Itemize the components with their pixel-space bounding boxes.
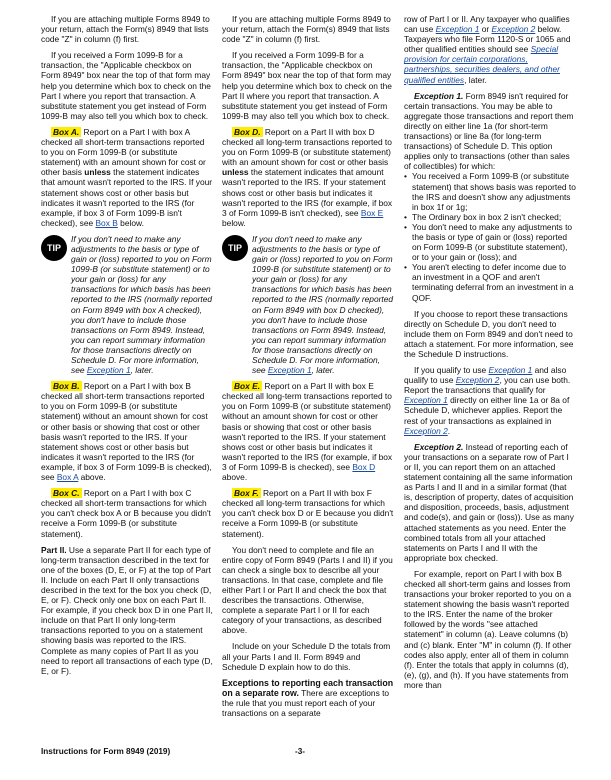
- exception-2-link[interactable]: Exception 2: [404, 425, 448, 436]
- tip-block: [41, 234, 213, 375]
- paragraph-part-ii: [41, 545, 213, 676]
- continued-text-1: row of Part I or II. Any taxpayer who qualifies can use: [404, 14, 570, 35]
- box-d-label: Box D.: [234, 126, 261, 137]
- paragraph-applicable-checkbox: If you received a Form 1099-B for a transaction, the "Applicable checkbox on Form 8949" box near the top of that form may help you determine which box to check on the Part II where you report that transaction. A substitute statement you get instead of Form 1099-B may also tell you which box to check.: [222, 50, 392, 121]
- exception-1-link[interactable]: Exception 1: [267, 365, 312, 376]
- bullet-item: • You don't need to make any adjustments to the basis or type of gain or (loss) reported on Form 1099-B (or substitute statement), or to your gain or (loss); and: [404, 221, 573, 263]
- exception-1-label: Exception 1.: [414, 90, 464, 101]
- box-b-label: Box B.: [53, 381, 80, 392]
- box-e-text-2: above.: [222, 472, 248, 483]
- tip-text: [71, 234, 213, 375]
- column-right: [404, 14, 576, 696]
- exception-1-link[interactable]: Exception 1: [435, 24, 480, 35]
- box-c-text: Report on a Part I with box C checked all short-term transactions for which you can't check box A or B because you didn't receive a Form 1099-B (or substitute statement).: [41, 488, 211, 539]
- exception-1-bullets: [404, 171, 576, 302]
- qualify-text-1: If you qualify to use: [414, 365, 489, 376]
- paragraph-multiple-forms: If you are attaching multiple Forms 8949 to your return, attach the Form(s) 8949 that lists code "Z" in column (f) first.: [41, 14, 210, 45]
- paragraph-box-e: [222, 381, 394, 482]
- exceptions-heading: Exceptions to reporting each transaction on a separate row.: [222, 677, 394, 698]
- bullet-item: • The Ordinary box in box 2 isn't checked;: [404, 211, 562, 222]
- exception-2-text: Instead of reporting each of your transactions on a separate row of Part I or II, you can report them on an attached statement containing all the same information as Parts I and II and in a similar format (that is, description of property, dates of acquisition and disposition, proceeds, basis, adjustment and code(s), and gain or (loss)). Use as many attached statements as you need. Enter the combined totals from all your attached statements on Parts I and II with the appropriate box checked.: [404, 441, 574, 563]
- paragraph-box-d: [222, 127, 394, 228]
- paragraph-exceptions: [222, 678, 394, 719]
- box-d-text-2: the statement indicates that amount wasn't reported to the IRS. If your statement shows cost or other basis but indicates it wasn't reported to the IRS (for example, if box 3 of Form 1099-B isn't checked), see: [222, 167, 393, 218]
- exception-1-link[interactable]: Exception 1: [488, 365, 533, 376]
- box-a-unless: unless: [84, 167, 111, 178]
- exception-1-text: Form 8949 isn't required for certain transactions. You may be able to aggregate those transactions and report them directly on either line 1a (for short-term transactions) or line 8a (for long-term transactions) of Schedule D. This option applies only to transactions (other than sales of collectibles) for which:: [404, 90, 574, 172]
- paragraph-applicable-checkbox: If you received a Form 1099-B for a transaction, the "Applicable checkbox on Form 8949" box near the top of that form may help you determine which box to check on the Part I where you report that transaction. A substitute statement you get instead of Form 1099-B may also tell you which box to check.: [41, 50, 211, 121]
- tip-text-2: , later.: [130, 365, 154, 376]
- box-d-text: Report on a Part II with box D checked all long-term transactions reported to you on Form 1099-B (or substitute statement) with an amount shown for cost or other basis: [222, 126, 392, 168]
- footer-title: Instructions for Form 8949 (2019): [41, 747, 171, 756]
- paragraph-qualify: [404, 365, 576, 436]
- tip-text-2: , later.: [311, 365, 335, 376]
- tip-icon: TIP: [222, 235, 248, 261]
- exception-1-link[interactable]: Exception 1: [86, 365, 131, 376]
- paragraph-exception-2: [404, 442, 576, 563]
- paragraph-box-a: [41, 127, 213, 228]
- box-b-text: Report on a Part I with box B checked all short-term transactions reported to you on Form 1099-B (or substitute statement) without an amount shown for cost or other basis or showing that cost or other basis wasn't reported to the IRS. If your statement shows cost or other basis but indicates it wasn't reported to the IRS (for example, if box 3 of Form 1099-B is checked), see: [41, 381, 212, 483]
- qualify-text-5: .: [447, 425, 451, 436]
- exception-2-link[interactable]: Exception 2: [455, 375, 500, 386]
- box-d-unless: unless: [222, 167, 249, 178]
- bullet-item: • You received a Form 1099-B (or substitute statement) that shows basis was reported to the IRS and doesn't show any adjustments in box 1f or 1g;: [404, 171, 576, 212]
- column-left: [41, 14, 213, 682]
- exceptions-text: There are exceptions to the rule that you must report each of your transactions on a separate: [222, 687, 390, 719]
- box-d-link[interactable]: Box D: [352, 461, 376, 472]
- qualify-text-2: and also qualify to use: [404, 365, 567, 386]
- bullet-text: You received a Form 1099-B (or substitute statement) that shows basis was reported to the IRS and doesn't show any adjustments in box 1f or 1g;: [412, 171, 576, 212]
- tip-text-1: If you don't need to make any adjustments to the basis or type of gain or (loss) reported to you on Form 1099-B (or substitute statement) or to your gain or (loss) for any transactions for which basis has been reported to the IRS (normally reported on Form 8949 with box D checked), you don't have to include those transactions on Form 8949. Instead, you can report summary information for those transactions directly on Schedule D. For more information, see: [252, 233, 394, 376]
- box-a-link[interactable]: Box A: [56, 472, 79, 483]
- box-a-label: Box A.: [53, 126, 80, 137]
- continued-text-4: , later.: [464, 74, 487, 85]
- part-ii-text: Use a separate Part II for each type of long-term transaction described in the text for one of the boxes (D, E, or F) at the top of Part II. Include on each Part II only transactions described in the text for the box you check (D, E, or F). Check only one box on each Part II. For example, if you check box D in one Part II, include on that Part II only long-term transactions reported to you on a statement showing basis was reported to the IRS. Complete as many copies of Part II as you need to report all transactions of each type (D, E, or F).: [41, 544, 213, 676]
- box-f-text: Report on a Part II with box F checked all long-term transactions for which you can't check box D or E because you didn't receive a Form 1099-B (or substitute statement).: [222, 488, 394, 539]
- box-a-text-2: the statement indicates that amount wasn't reported to the IRS. If your statement shows cost or other basis but indicates it wasn't reported to the IRS (for example, if box 3 of Form 1099-B isn't checked), see: [41, 167, 213, 228]
- page-number: -3-: [295, 747, 306, 756]
- paragraph-box-f: [222, 488, 394, 538]
- box-b-link[interactable]: Box B: [95, 217, 118, 228]
- exception-1-link[interactable]: Exception 1: [404, 395, 448, 406]
- column-middle: [222, 14, 394, 724]
- special-provision-link[interactable]: Special provision for certain corporations, partnerships, securities dealers, and other qualified entities: [404, 44, 560, 85]
- paragraph-box-b: [41, 381, 213, 482]
- exception-2-label: Exception 2.: [414, 441, 464, 452]
- box-a-text: Report on a Part I with box A checked all short-term transactions reported to you on Form 1099-B (or substitute statement) with an amount shown for cost or other basis: [41, 126, 206, 178]
- box-c-label: Box C.: [53, 488, 80, 499]
- tip-text-1: If you don't need to make any adjustments to the basis or type of gain or (loss) reported to you on Form 1099-B (or substitute statement) or to your gain or (loss) for any transactions for which basis has been reported to the IRS (normally reported on Form 8949 with box A checked), you don't have to include those transactions on Form 8949. Instead, you can report summary information for those transactions directly on Schedule D. For more information, see: [71, 233, 213, 376]
- paragraph-multiple-forms: If you are attaching multiple Forms 8949 to your return, attach the Form(s) 8949 that lists code "Z" in column (f) first.: [222, 14, 391, 45]
- box-b-text-2: above.: [78, 472, 106, 483]
- paragraph-continued: [404, 14, 576, 85]
- paragraph-include: Include on your Schedule D the totals from all your Parts I and II. Form 8949 and Schedule D explain how to do this.: [222, 641, 391, 672]
- bullet-text: You don't need to make any adjustments to the basis or type of gain or (loss) reported on Form 1099-B (or substitute statement), or to your gain or (loss); and: [412, 221, 573, 263]
- continued-text-2: or: [479, 24, 492, 35]
- paragraph-choose: If you choose to report these transactions directly on Schedule D, you don't need to include them on Form 8949 and don't need to attach a statement. For more information, see the Schedule D instructions.: [404, 308, 574, 359]
- box-d-text-3: below.: [222, 217, 246, 228]
- exception-2-link[interactable]: Exception 2: [491, 24, 536, 35]
- bullet-item: • You aren't electing to defer income due to an investment in a QOF and aren't terminating deferral from an investment in a QOF.: [404, 262, 574, 303]
- part-ii-label: Part II.: [41, 544, 67, 555]
- paragraph-example: For example, report on Part I with box B checked all short-term gains and losses from transactions your broker reported to you on a statement showing the basis wasn't reported to the IRS. Enter the name of the broker followed by the words "see attached statement" in column (a). Leave columns (b) and (c) blank. Enter "M" in column (f). If other codes also apply, enter all of them in column (f). Enter the totals that apply in columns (d), (e), (g), and (h). If you have statements from more than: [404, 568, 572, 690]
- bullet-text: The Ordinary box in box 2 isn't checked;: [412, 211, 562, 222]
- paragraph-box-c: [41, 488, 213, 538]
- box-e-link[interactable]: Box E: [360, 207, 384, 218]
- tip-icon: TIP: [41, 235, 67, 261]
- box-e-label: Box E.: [234, 381, 261, 392]
- qualify-text-3: , you can use both. Report the transactions that qualify for: [404, 375, 571, 396]
- box-e-text: Report on a Part II with box E checked all long-term transactions reported to you on Form 1099-B (or substitute statement) without an amount shown for cost or other basis or showing that cost or other basis wasn't reported to the IRS. If your statement shows cost or other basis but indicates it wasn't reported to the IRS (for example, if box 3 of Form 1099-B is checked), see: [222, 381, 393, 472]
- qualify-text-4: directly on either line 1a or 8a of Schedule D, whichever applies. Report the rest of your transactions as explained in: [404, 395, 570, 426]
- tip-text: [252, 234, 394, 375]
- tip-block: [222, 234, 394, 375]
- paragraph-exception-1: [404, 91, 576, 172]
- box-a-text-3: below.: [117, 217, 144, 228]
- box-f-label: Box F.: [234, 488, 259, 499]
- paragraph-complete: You don't need to complete and file an entire copy of Form 8949 (Parts I and II) if you can check a single box to describe all your transactions. In that case, complete and file either Part I or Part II and check the box that describes the transactions. Otherwise, complete a separate Part I or II for each category of your transactions, as described above.: [222, 544, 393, 636]
- continued-text-3: below. Taxpayers who file Form 1120-S or 1065 and other qualified entities should see: [404, 24, 571, 55]
- bullet-text: You aren't electing to defer income due to an investment in a QOF and aren't terminating deferral from an investment in a QOF.: [412, 262, 574, 303]
